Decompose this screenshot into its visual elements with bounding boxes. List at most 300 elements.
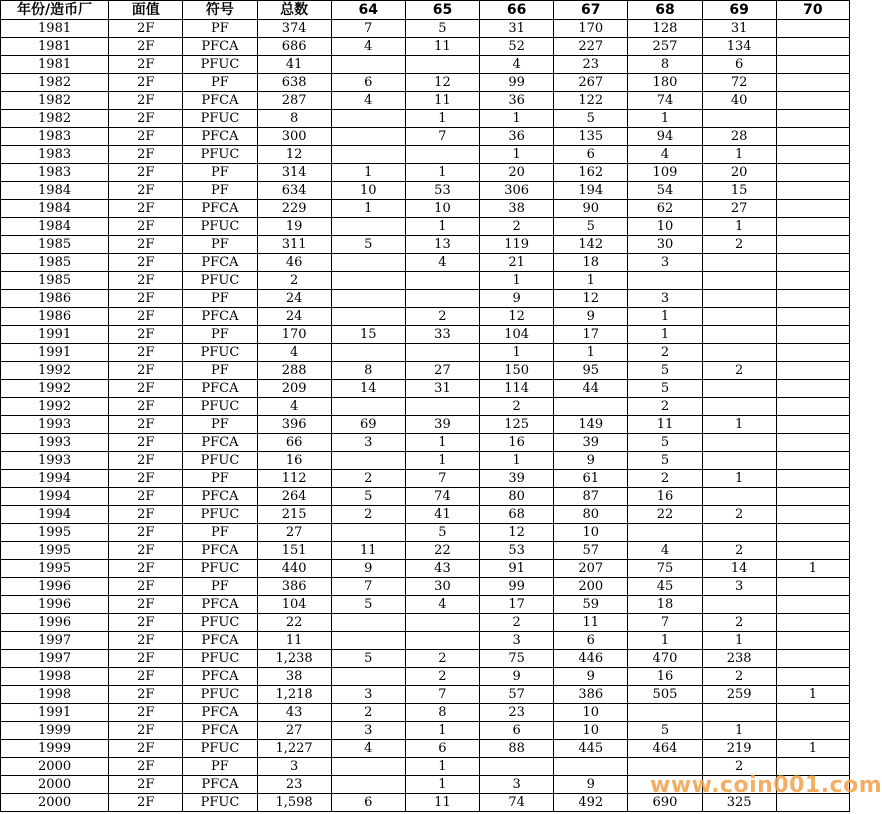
grade-68-cell: 18 — [628, 596, 702, 614]
table-row — [1, 200, 850, 218]
grade-64-cell: 11 — [331, 542, 405, 560]
grade-68-cell: 8 — [628, 56, 702, 74]
year-cell: 1993 — [1, 452, 109, 470]
grade-65-header: 65 — [405, 1, 479, 20]
year-cell: 1981 — [1, 56, 109, 74]
grade-66-cell: 2 — [480, 398, 554, 416]
year-cell: 1981 — [1, 38, 109, 56]
grade-64-cell: 3 — [331, 722, 405, 740]
year-cell: 1991 — [1, 704, 109, 722]
total-cell: 2 — [257, 272, 331, 290]
symbol-cell: PFUC — [183, 110, 257, 128]
symbol-cell: PFUC — [183, 506, 257, 524]
grade-67-cell: 9 — [554, 452, 628, 470]
year-cell: 1986 — [1, 308, 109, 326]
grade-66-cell: 74 — [480, 794, 554, 812]
symbol-cell: PFCA — [183, 200, 257, 218]
grade-69-cell — [702, 308, 776, 326]
grade-68-cell: 74 — [628, 92, 702, 110]
grade-64-cell — [331, 632, 405, 650]
denomination-cell: 2F — [109, 434, 183, 452]
grade-64-cell: 3 — [331, 434, 405, 452]
total-cell: 215 — [257, 506, 331, 524]
grade-69-cell: 2 — [702, 614, 776, 632]
grade-68-cell: 75 — [628, 560, 702, 578]
grade-64-cell — [331, 218, 405, 236]
grade-67-cell: 445 — [554, 740, 628, 758]
grade-70-cell: 1 — [776, 560, 849, 578]
denomination-cell: 2F — [109, 650, 183, 668]
symbol-cell: PF — [183, 236, 257, 254]
denomination-cell: 2F — [109, 254, 183, 272]
denomination-cell: 2F — [109, 380, 183, 398]
table-row — [1, 776, 850, 794]
symbol-cell: PFUC — [183, 794, 257, 812]
denomination-cell: 2F — [109, 524, 183, 542]
grade-66-cell: 3 — [480, 632, 554, 650]
grade-67-cell: 162 — [554, 164, 628, 182]
grade-70-cell — [776, 182, 849, 200]
total-cell: 288 — [257, 362, 331, 380]
denomination-cell: 2F — [109, 344, 183, 362]
table-row — [1, 596, 850, 614]
year-cell: 1991 — [1, 326, 109, 344]
table-row — [1, 398, 850, 416]
grade-64-cell: 6 — [331, 794, 405, 812]
grade-64-header: 64 — [331, 1, 405, 20]
grade-69-cell: 325 — [702, 794, 776, 812]
grade-64-cell — [331, 398, 405, 416]
grade-64-cell: 5 — [331, 488, 405, 506]
grade-65-cell: 41 — [405, 506, 479, 524]
symbol-cell: PFCA — [183, 632, 257, 650]
denomination-cell: 2F — [109, 272, 183, 290]
symbol-cell: PF — [183, 74, 257, 92]
symbol-cell: PFCA — [183, 776, 257, 794]
total-cell: 638 — [257, 74, 331, 92]
grade-64-cell — [331, 272, 405, 290]
total-cell: 151 — [257, 542, 331, 560]
grade-66-cell: 9 — [480, 290, 554, 308]
symbol-cell: PFCA — [183, 254, 257, 272]
grade-68-cell: 54 — [628, 182, 702, 200]
total-cell: 4 — [257, 398, 331, 416]
grade-69-cell — [702, 596, 776, 614]
grade-70-cell — [776, 758, 849, 776]
total-cell: 104 — [257, 596, 331, 614]
grade-66-cell: 1 — [480, 452, 554, 470]
grade-70-cell — [776, 110, 849, 128]
total-cell: 1,598 — [257, 794, 331, 812]
grade-68-cell: 1 — [628, 326, 702, 344]
grade-66-cell: 114 — [480, 380, 554, 398]
denomination-cell: 2F — [109, 668, 183, 686]
grade-69-cell: 238 — [702, 650, 776, 668]
year-cell: 1985 — [1, 236, 109, 254]
grade-68-header: 68 — [628, 1, 702, 20]
grade-69-cell — [702, 326, 776, 344]
year-cell: 1986 — [1, 290, 109, 308]
year-cell: 1982 — [1, 92, 109, 110]
grade-68-cell: 690 — [628, 794, 702, 812]
denomination-cell: 2F — [109, 38, 183, 56]
denomination-cell: 2F — [109, 128, 183, 146]
total-cell: 1,227 — [257, 740, 331, 758]
grade-68-cell: 1 — [628, 110, 702, 128]
symbol-cell: PFUC — [183, 740, 257, 758]
table-row — [1, 20, 850, 38]
grade-69-cell — [702, 452, 776, 470]
total-cell: 634 — [257, 182, 331, 200]
grade-68-cell: 3 — [628, 254, 702, 272]
grade-64-cell — [331, 758, 405, 776]
year-cell: 1992 — [1, 380, 109, 398]
symbol-cell: PFUC — [183, 686, 257, 704]
symbol-cell: PF — [183, 416, 257, 434]
grade-69-cell: 14 — [702, 560, 776, 578]
year-cell: 1982 — [1, 110, 109, 128]
grade-70-cell: 1 — [776, 686, 849, 704]
table-row — [1, 92, 850, 110]
grade-64-cell: 10 — [331, 182, 405, 200]
grade-68-cell: 1 — [628, 308, 702, 326]
denomination-cell: 2F — [109, 146, 183, 164]
grade-68-cell: 470 — [628, 650, 702, 668]
denomination-cell: 2F — [109, 308, 183, 326]
denomination-cell: 2F — [109, 362, 183, 380]
table-row — [1, 506, 850, 524]
grade-70-cell — [776, 398, 849, 416]
table-row — [1, 110, 850, 128]
grade-66-cell: 36 — [480, 128, 554, 146]
symbol-cell: PF — [183, 578, 257, 596]
denomination-cell: 2F — [109, 110, 183, 128]
year-cell: 1982 — [1, 74, 109, 92]
grade-64-cell — [331, 344, 405, 362]
symbol-cell: PFCA — [183, 722, 257, 740]
grade-69-cell — [702, 290, 776, 308]
symbol-cell: PFUC — [183, 146, 257, 164]
grade-67-cell: 1 — [554, 272, 628, 290]
grade-66-cell: 21 — [480, 254, 554, 272]
denomination-cell: 2F — [109, 776, 183, 794]
grade-67-cell — [554, 758, 628, 776]
grade-70-cell — [776, 56, 849, 74]
grade-68-cell: 45 — [628, 578, 702, 596]
grade-64-cell: 15 — [331, 326, 405, 344]
year-cell: 1994 — [1, 470, 109, 488]
year-cell: 1985 — [1, 254, 109, 272]
grade-69-cell — [702, 272, 776, 290]
grade-66-cell: 104 — [480, 326, 554, 344]
total-cell: 24 — [257, 308, 331, 326]
grade-66-cell: 52 — [480, 38, 554, 56]
grade-66-cell: 1 — [480, 110, 554, 128]
watermark: www.coin001.com — [650, 773, 882, 798]
grade-68-cell: 109 — [628, 164, 702, 182]
grade-64-cell — [331, 668, 405, 686]
grade-65-cell: 11 — [405, 794, 479, 812]
grade-65-cell — [405, 272, 479, 290]
symbol-cell: PFCA — [183, 488, 257, 506]
total-cell: 24 — [257, 290, 331, 308]
table-row — [1, 146, 850, 164]
grade-65-cell — [405, 632, 479, 650]
symbol-cell: PFCA — [183, 128, 257, 146]
grade-65-cell: 10 — [405, 200, 479, 218]
grade-67-cell: 9 — [554, 308, 628, 326]
grade-64-cell: 2 — [331, 470, 405, 488]
grade-68-cell: 257 — [628, 38, 702, 56]
grade-70-cell — [776, 92, 849, 110]
total-cell: 170 — [257, 326, 331, 344]
grade-65-cell: 5 — [405, 524, 479, 542]
table-row — [1, 434, 850, 452]
grade-67-cell: 142 — [554, 236, 628, 254]
grade-70-cell — [776, 362, 849, 380]
grade-65-cell: 39 — [405, 416, 479, 434]
grade-70-cell — [776, 596, 849, 614]
grade-67-cell: 23 — [554, 56, 628, 74]
grade-68-cell: 2 — [628, 398, 702, 416]
grade-65-cell: 1 — [405, 164, 479, 182]
grade-65-cell: 1 — [405, 776, 479, 794]
grade-67-cell: 12 — [554, 290, 628, 308]
grade-70-cell — [776, 452, 849, 470]
year-cell: 1995 — [1, 542, 109, 560]
grade-69-cell: 134 — [702, 38, 776, 56]
denomination-cell: 2F — [109, 218, 183, 236]
grade-67-cell: 6 — [554, 146, 628, 164]
grade-70-cell — [776, 776, 849, 794]
grade-64-cell: 7 — [331, 20, 405, 38]
year-cell: 1997 — [1, 650, 109, 668]
grade-68-cell: 4 — [628, 542, 702, 560]
grade-65-cell — [405, 290, 479, 308]
grade-66-cell — [480, 758, 554, 776]
grade-66-cell: 4 — [480, 56, 554, 74]
year-cell: 1984 — [1, 218, 109, 236]
total-cell: 440 — [257, 560, 331, 578]
grade-64-cell: 2 — [331, 506, 405, 524]
grade-66-cell: 16 — [480, 434, 554, 452]
symbol-cell: PFCA — [183, 92, 257, 110]
total-cell: 43 — [257, 704, 331, 722]
year-cell: 1984 — [1, 182, 109, 200]
denomination-cell: 2F — [109, 614, 183, 632]
denomination-header: 面值 — [109, 1, 183, 20]
grade-70-cell — [776, 308, 849, 326]
grade-70-header: 70 — [776, 1, 849, 20]
grade-67-cell: 149 — [554, 416, 628, 434]
grade-66-cell: 9 — [480, 668, 554, 686]
grade-66-cell: 75 — [480, 650, 554, 668]
table-row — [1, 722, 850, 740]
table-row — [1, 326, 850, 344]
total-cell: 27 — [257, 524, 331, 542]
grade-65-cell: 1 — [405, 434, 479, 452]
symbol-cell: PFUC — [183, 398, 257, 416]
grade-68-cell — [628, 272, 702, 290]
symbol-cell: PFUC — [183, 344, 257, 362]
grade-69-cell: 3 — [702, 578, 776, 596]
grade-67-cell: 10 — [554, 704, 628, 722]
grade-67-cell: 44 — [554, 380, 628, 398]
grade-65-cell — [405, 614, 479, 632]
grade-68-cell: 464 — [628, 740, 702, 758]
denomination-cell: 2F — [109, 398, 183, 416]
grade-65-cell: 2 — [405, 308, 479, 326]
grade-70-cell — [776, 434, 849, 452]
grade-64-cell: 14 — [331, 380, 405, 398]
grade-64-cell — [331, 614, 405, 632]
grade-64-cell: 5 — [331, 596, 405, 614]
grade-66-cell: 2 — [480, 218, 554, 236]
total-cell: 396 — [257, 416, 331, 434]
grade-65-cell — [405, 398, 479, 416]
grade-70-cell — [776, 524, 849, 542]
grade-67-cell: 207 — [554, 560, 628, 578]
grade-69-header: 69 — [702, 1, 776, 20]
grade-66-cell: 125 — [480, 416, 554, 434]
table-row — [1, 632, 850, 650]
grade-67-cell: 122 — [554, 92, 628, 110]
grade-64-cell: 2 — [331, 704, 405, 722]
grade-68-cell: 16 — [628, 488, 702, 506]
grade-67-cell: 492 — [554, 794, 628, 812]
total-cell: 112 — [257, 470, 331, 488]
grade-66-cell: 38 — [480, 200, 554, 218]
grade-68-cell — [628, 524, 702, 542]
symbol-cell: PFUC — [183, 272, 257, 290]
table-row — [1, 578, 850, 596]
total-cell: 287 — [257, 92, 331, 110]
grade-70-cell — [776, 200, 849, 218]
grade-67-cell: 11 — [554, 614, 628, 632]
grade-68-cell: 5 — [628, 434, 702, 452]
grade-64-cell — [331, 308, 405, 326]
grade-65-cell — [405, 56, 479, 74]
table-row — [1, 128, 850, 146]
grade-65-cell: 7 — [405, 686, 479, 704]
denomination-cell: 2F — [109, 470, 183, 488]
table-row — [1, 218, 850, 236]
grade-65-cell: 4 — [405, 596, 479, 614]
table-row — [1, 164, 850, 182]
grade-66-cell: 80 — [480, 488, 554, 506]
grade-67-cell: 170 — [554, 20, 628, 38]
grade-66-cell: 53 — [480, 542, 554, 560]
grade-70-cell — [776, 506, 849, 524]
grade-64-cell — [331, 452, 405, 470]
header-row — [1, 1, 850, 20]
grade-69-cell — [702, 524, 776, 542]
grade-67-header: 67 — [554, 1, 628, 20]
denomination-cell: 2F — [109, 740, 183, 758]
grade-70-cell — [776, 326, 849, 344]
grade-65-cell: 22 — [405, 542, 479, 560]
grade-67-cell: 57 — [554, 542, 628, 560]
grade-68-cell: 5 — [628, 722, 702, 740]
year-cell: 2000 — [1, 794, 109, 812]
table-row — [1, 308, 850, 326]
symbol-cell: PFUC — [183, 614, 257, 632]
grade-68-cell: 2 — [628, 344, 702, 362]
grade-67-cell: 87 — [554, 488, 628, 506]
denomination-cell: 2F — [109, 542, 183, 560]
symbol-cell: PF — [183, 182, 257, 200]
grade-67-cell: 1 — [554, 344, 628, 362]
total-cell: 1,218 — [257, 686, 331, 704]
table-row — [1, 794, 850, 812]
grade-68-cell: 3 — [628, 290, 702, 308]
grade-67-cell: 446 — [554, 650, 628, 668]
denomination-cell: 2F — [109, 416, 183, 434]
grade-65-cell: 6 — [405, 740, 479, 758]
symbol-cell: PFUC — [183, 560, 257, 578]
grade-66-header: 66 — [480, 1, 554, 20]
grade-69-cell — [702, 398, 776, 416]
symbol-cell: PFUC — [183, 650, 257, 668]
grade-65-cell: 33 — [405, 326, 479, 344]
grade-65-cell: 7 — [405, 128, 479, 146]
grade-70-cell — [776, 704, 849, 722]
grade-66-cell: 36 — [480, 92, 554, 110]
grade-64-cell: 8 — [331, 362, 405, 380]
grade-64-cell — [331, 56, 405, 74]
grade-68-cell: 5 — [628, 380, 702, 398]
grade-65-cell: 1 — [405, 722, 479, 740]
grade-65-cell: 11 — [405, 92, 479, 110]
grade-68-cell — [628, 758, 702, 776]
year-cell: 1983 — [1, 164, 109, 182]
grade-64-cell: 69 — [331, 416, 405, 434]
grade-70-cell — [776, 146, 849, 164]
grade-67-cell: 10 — [554, 524, 628, 542]
year-cell: 1983 — [1, 128, 109, 146]
grade-68-cell: 22 — [628, 506, 702, 524]
total-cell: 3 — [257, 758, 331, 776]
year-cell: 1996 — [1, 614, 109, 632]
grade-70-cell — [776, 74, 849, 92]
denomination-cell: 2F — [109, 164, 183, 182]
grade-70-cell — [776, 272, 849, 290]
year-cell: 2000 — [1, 758, 109, 776]
symbol-cell: PF — [183, 470, 257, 488]
table-row — [1, 668, 850, 686]
year-cell: 1995 — [1, 524, 109, 542]
grade-69-cell: 1 — [702, 146, 776, 164]
grade-70-cell — [776, 668, 849, 686]
total-cell: 300 — [257, 128, 331, 146]
total-header: 总数 — [257, 1, 331, 20]
grade-68-cell: 5 — [628, 452, 702, 470]
grade-69-cell: 1 — [702, 470, 776, 488]
grade-65-cell: 2 — [405, 650, 479, 668]
table-row — [1, 560, 850, 578]
grade-64-cell: 4 — [331, 740, 405, 758]
grade-69-cell: 40 — [702, 92, 776, 110]
grade-69-cell: 31 — [702, 20, 776, 38]
symbol-cell: PF — [183, 326, 257, 344]
grade-65-cell: 7 — [405, 470, 479, 488]
year-mint-header: 年份/造币厂 — [1, 1, 109, 20]
grade-68-cell — [628, 704, 702, 722]
denomination-cell: 2F — [109, 452, 183, 470]
symbol-cell: PF — [183, 524, 257, 542]
grade-70-cell — [776, 794, 849, 812]
grade-70-cell — [776, 380, 849, 398]
